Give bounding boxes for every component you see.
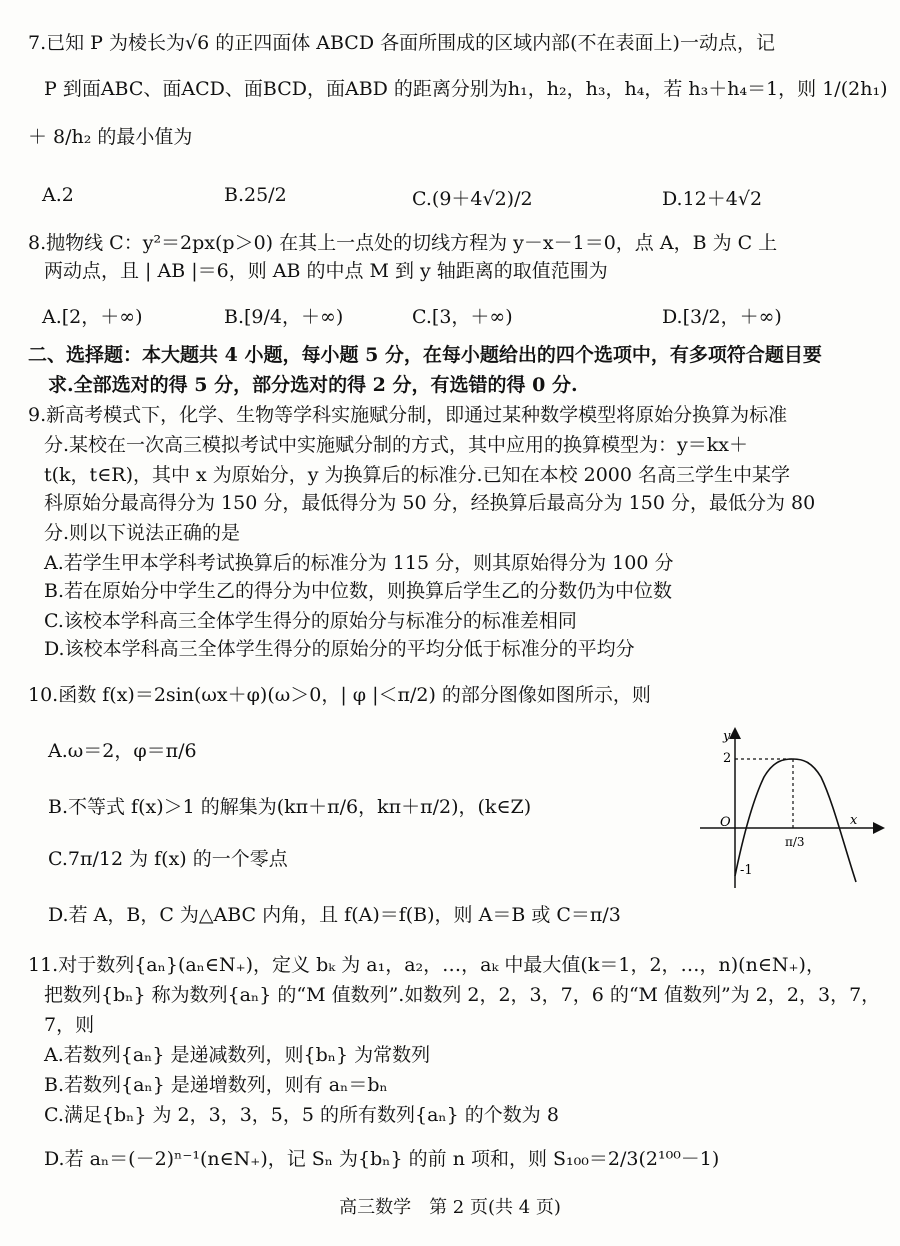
origin-label: O <box>720 815 731 830</box>
q7-option-a: A.2 <box>42 184 74 206</box>
y-min-label: -1 <box>740 863 753 878</box>
q9-line-1: 9.新高考模式下，化学、生物等学科实施赋分制，即通过某种数学模型将原始分换算为标准 <box>28 404 788 426</box>
section2-heading-line-1: 二、选择题：本大题共 4 小题，每小题 5 分，在每小题给出的四个选项中，有多项符合题目要 <box>28 344 822 366</box>
q7-options <box>42 184 872 224</box>
x-axis-label: x <box>850 813 858 828</box>
q11-option-c: C.满足{bₙ} 为 2，3，3，5，5 的所有数列{aₙ} 的个数为 8 <box>44 1104 559 1126</box>
q9-option-b: B.若在原始分中学生乙的得分为中位数，则换算后学生乙的分数仍为中位数 <box>44 580 673 602</box>
q9-option-a: A.若学生甲本学科考试换算后的标准分为 115 分，则其原始得分为 100 分 <box>44 552 674 574</box>
q7-option-b: B.25/2 <box>224 184 287 206</box>
q8-option-c: C.[3，＋∞) <box>412 306 513 328</box>
q10-option-b: B.不等式 f(x)＞1 的解集为(kπ＋π/6，kπ＋π/2)，(k∈Z) <box>48 796 532 818</box>
q7-option-d: D.12＋4√2 <box>662 188 763 210</box>
q8-line-1: 8.抛物线 C：y²＝2px(p＞0) 在其上一点处的切线方程为 y－x－1＝0，点 A，B 为 C 上 <box>28 232 778 254</box>
q10-option-a: A.ω＝2，φ＝π/6 <box>48 740 197 762</box>
q9-line-4: 科原始分最高得分为 150 分，最低得分为 50 分，经换算后最高分为 150 分，最低分为 80 <box>44 492 816 514</box>
q7-option-c: C.(9＋4√2)/2 <box>412 188 533 210</box>
q8-line-2: 两动点，且 | AB |＝6，则 AB 的中点 M 到 y 轴距离的取值范围为 <box>44 260 608 282</box>
x-peak-label: π/3 <box>785 835 805 849</box>
q11-line-3: 7，则 <box>44 1014 95 1036</box>
q7-line-1: 7.已知 P 为棱长为√6 的正四面体 ABCD 各面所围成的区域内部(不在表面上)一动点，记 <box>28 32 775 54</box>
q11-option-a: A.若数列{aₙ} 是递减数列，则{bₙ} 为常数列 <box>44 1044 431 1066</box>
page-footer: 高三数学 第 2 页(共 4 页) <box>339 1197 561 1218</box>
y-axis-label: y <box>723 729 731 744</box>
q11-line-2: 把数列{bₙ} 称为数列{aₙ} 的“M 值数列”.如数列 2，2，3，7，6 的“M 值数列”为 2，2，3，7， <box>44 984 881 1006</box>
q10-stem: 10.函数 f(x)＝2sin(ωx＋φ)(ω＞0，| φ |＜π/2) 的部分图像如图所示，则 <box>28 684 651 706</box>
q8-option-d: D.[3/2，＋∞) <box>662 306 782 328</box>
q9-line-2: 分.某校在一次高三模拟考试中实施赋分制的方式，其中应用的换算模型为：y＝kx＋ <box>44 434 749 456</box>
q11-line-1: 11.对于数列{aₙ}(aₙ∈N₊)，定义 bₖ 为 a₁，a₂，…，aₖ 中最大值(k＝1，2，…，n)(n∈N₊)， <box>28 954 825 976</box>
q8-option-b: B.[9/4，＋∞) <box>224 306 344 328</box>
q10-sine-graph <box>690 722 890 892</box>
q9-line-3: t(k，t∈R)，其中 x 为原始分，y 为换算后的标准分.已知在本校 2000 名高三学生中某学 <box>44 464 791 486</box>
q7-line-3: ＋ 8/h₂ 的最小值为 <box>28 126 193 148</box>
sine-curve <box>735 759 856 882</box>
section2-heading-line-2: 求.全部选对的得 5 分，部分选对的得 2 分，有选错的得 0 分. <box>48 374 578 396</box>
q9-option-d: D.该校本学科高三全体学生得分的原始分的平均分低于标准分的平均分 <box>44 638 635 660</box>
q8-options <box>42 302 872 342</box>
q9-option-c: C.该校本学科高三全体学生得分的原始分与标准分的标准差相同 <box>44 610 577 632</box>
q8-option-a: A.[2，＋∞) <box>42 306 143 328</box>
q11-option-b: B.若数列{aₙ} 是递增数列，则有 aₙ＝bₙ <box>44 1074 388 1096</box>
q9-line-5: 分.则以下说法正确的是 <box>44 522 241 544</box>
q7-line-2: P 到面ABC、面ACD、面BCD，面ABD 的距离分别为h₁，h₂，h₃，h₄，若 h₃＋h₄＝1，则 1/(2h₁) <box>44 78 888 100</box>
q10-option-d: D.若 A，B，C 为△ABC 内角，且 f(A)＝f(B)，则 A＝B 或 C＝π/3 <box>48 904 621 926</box>
q10-option-c: C.7π/12 为 f(x) 的一个零点 <box>48 848 288 870</box>
y-max-label: 2 <box>723 751 732 766</box>
q11-option-d: D.若 aₙ＝(－2)ⁿ⁻¹(n∈N₊)，记 Sₙ 为{bₙ} 的前 n 项和，则 S₁₀₀＝2/3(2¹⁰⁰－1) <box>44 1148 720 1170</box>
